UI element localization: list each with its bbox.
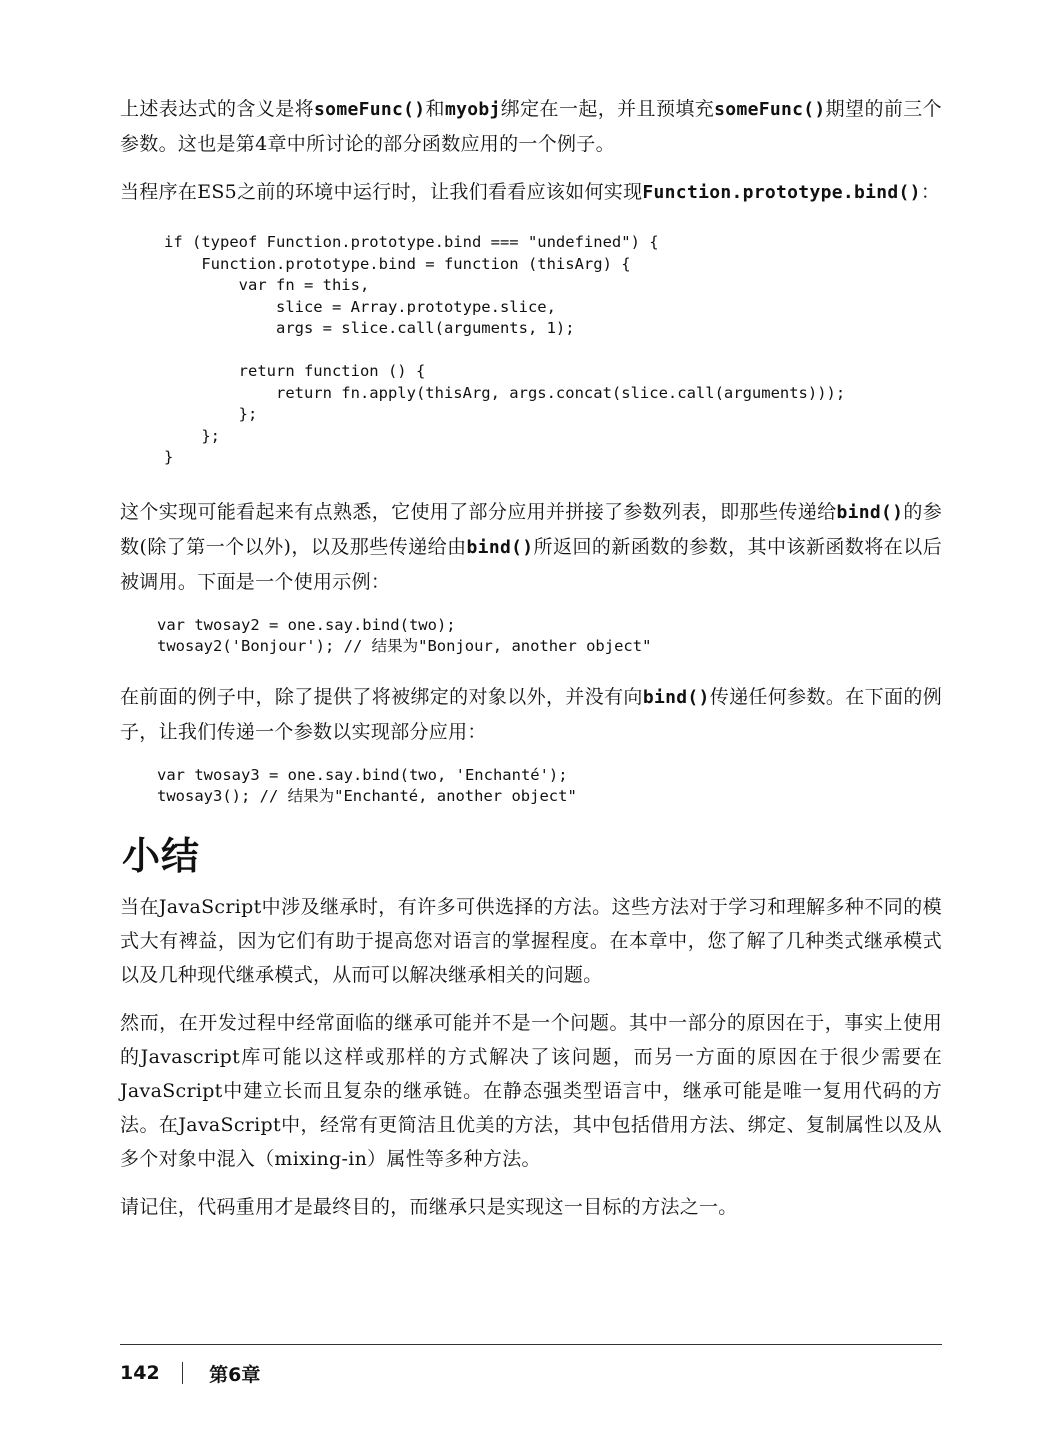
code-block-example-2: var twosay3 = one.say.bind(two, 'Enchanté'); twosay3(); // 结果为"Enchanté, another object" [157, 765, 577, 805]
code-block-example-1: var twosay2 = one.say.bind(two); twosay2('Bonjour'); // 结果为"Bonjour, another object" [157, 615, 652, 655]
paragraph-previous-example [120, 680, 942, 749]
inline-code: bind() [466, 536, 534, 558]
text-span: 期望的前三个参数。这也是第4章中所讨论的部分函数应用的一个例子。 [120, 98, 942, 155]
inline-code: Function.prototype.bind() [642, 182, 921, 203]
text-span: 这个实现可能看起来有点熟悉，它使用了部分应用并拼接了参数列表，即那些传递给 [120, 500, 837, 523]
text-span: 绑定在一起，并且预填充 [500, 98, 715, 120]
paragraph-summary-1: 当在JavaScript中涉及继承时，有许多可供选择的方法。这些方法对于学习和理解多种不同的模式大有裨益，因为它们有助于提高您对语言的掌握程度。在本章中，您了解了几种类式继承模式以及几种现代继承模式，从而可以解决继承相关的问题。 [120, 895, 942, 986]
section-title-summary: 小结 [122, 833, 201, 878]
page-content [120, 92, 942, 1238]
text-span: 上述表达式的含义是将 [120, 98, 315, 120]
paragraph-partial-application [120, 92, 942, 161]
text-span: 当程序在ES5之前的环境中运行时，让我们看看应该如何实现 [120, 181, 643, 203]
paragraph-summary-3: 请记住，代码重用才是最终目的，而继承只是实现这一目标的方法之一。 [120, 1195, 738, 1218]
inline-code: bind() [836, 501, 904, 523]
inline-code: someFunc() [314, 99, 426, 120]
page-footer [120, 1358, 260, 1388]
inline-code: bind() [642, 686, 710, 708]
inline-code: myobj [444, 99, 501, 120]
text-span: 所返回的新函数的参数，其中该新函数将在以后被调用。下面是一个使用示例： [120, 535, 942, 593]
chapter-label: 第6章 [209, 1363, 261, 1386]
code-block-bind-polyfill: if (typeof Function.prototype.bind === "undefined") { Function.prototype.bind = function (thisArg) { var fn = this, slice = Array.prototype.slice, args = slice.call(arguments, 1); return function () { return fn.apply(thisArg, args.concat(slice.call(arguments))); }; }; } [164, 233, 846, 466]
paragraph-implementation-explanation [120, 495, 942, 599]
text-span: 在前面的例子中，除了提供了将被绑定的对象以外，并没有向 [120, 685, 643, 708]
text-span: 的参数(除了第一个以外)，以及那些传递给由 [120, 500, 942, 558]
page-number: 142 [120, 1362, 160, 1384]
text-span: 和 [425, 98, 445, 120]
text-span: 传递任何参数。在下面的例子，让我们传递一个参数以实现部分应用： [120, 685, 942, 743]
footer-divider [120, 1344, 942, 1345]
text-span: ： [920, 181, 941, 203]
footer-separator [182, 1362, 184, 1384]
paragraph-summary-2: 然而，在开发过程中经常面临的继承可能并不是一个问题。其中一部分的原因在于，事实上使用的Javascript库可能以这样或那样的方式解决了该问题，而另一方面的原因在于很少需要在JavaScript中建立长而且复杂的继承链。在静态强类型语言中，继承可能是唯一复用代码的方法。在JavaScript中，经常有更简洁且优美的方法，其中包括借用方法、绑定、复制属性以及从多个对象中混入（mixing-in）属性等多种方法。 [120, 1011, 942, 1170]
paragraph-es5-intro [120, 175, 942, 210]
inline-code: someFunc() [714, 99, 826, 120]
